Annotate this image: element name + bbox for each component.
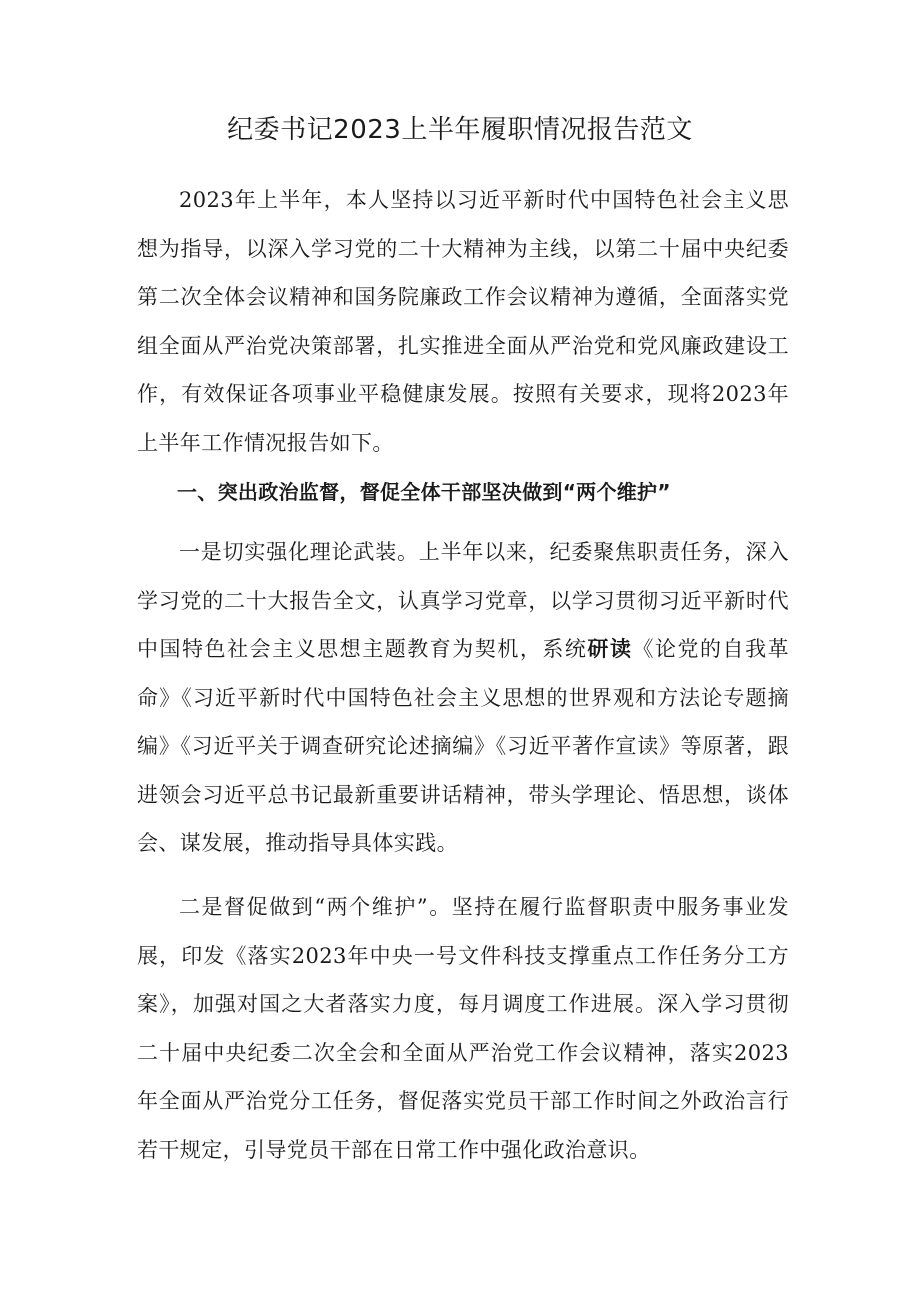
point-1-text-bold: 研读 — [587, 636, 633, 661]
intro-paragraph: 2023年上半年，本人坚持以习近平新时代中国特色社会主义思想为指导，以深入学习党的二十大精神为主线，以第二十届中央纪委第二次全体会议精神和国务院廉政工作会议精神为遵循，全面落实党组全面从严治党决策部署，扎实推进全面从严治党和党风廉政建设工作，有效保证各项事业平稳健康发展。按照有关要求，现将2023年上半年工作情况报告如下。 — [137, 188, 789, 455]
section-heading-1: 一、突出政治监督，督促全体干部坚决做到“两个维护” — [177, 480, 671, 504]
point-1-paragraph — [137, 528, 789, 868]
document-title: 纪委书记2023上半年履职情况报告范文 — [227, 115, 693, 145]
point-1-text-a: 一是切实强化理论武装。上半年以来，纪委聚焦职责任务，深入学习党的二十大报告全文，认真学习党章，以学习贯彻习近平新时代中国特色社会主义思想主题教育为契机，系统 — [137, 540, 789, 661]
point-1-text-b: 《论党的自我革命》《习近平新时代中国特色社会主义思想的世界观和方法论专题摘编》《习近平关于调查研究论述摘编》《习近平著作宣读》等原著，跟进领会习近平总书记最新重要讲话精神，带头学理论、悟思想，谈体会、谋发展，推动指导具体实践。 — [137, 637, 789, 855]
point-2-paragraph: 二是督促做到“两个维护”。坚持在履行监督职责中服务事业发展，印发《落实2023年中央一号文件科技支撑重点工作任务分工方案》，加强对国之大者落实力度，每月调度工作进展。深入学习贯彻二十届中央纪委二次全会和全面从严治党工作会议精神，落实2023年全面从严治党分工任务，督促落实党员干部工作时间之外政治言行若干规定，引导党员干部在日常工作中强化政治意识。 — [137, 895, 789, 1162]
